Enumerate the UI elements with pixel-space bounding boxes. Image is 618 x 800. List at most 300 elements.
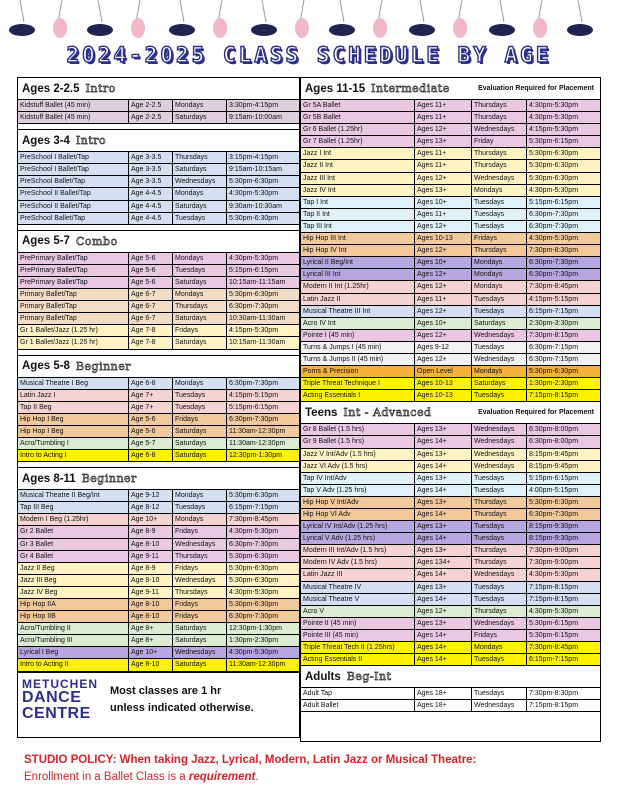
day-cell: Fridays (173, 599, 227, 610)
policy-line-2-end: . (255, 771, 259, 783)
time-cell: 6:30pm-7:30pm (229, 540, 279, 548)
age-range-cell: Age 4-4.5 (129, 201, 173, 212)
schedule-row (301, 342, 600, 354)
class-name-cell: PreSchool II Ballet/Tap (18, 201, 129, 212)
day-cell: Wednesdays (472, 424, 527, 435)
class-name-cell: Latin Jazz II (301, 294, 415, 305)
class-name-cell: Modern II Int (1.25hr) (301, 281, 415, 292)
time-cell: 7:15pm-8:15pm (529, 702, 579, 710)
day-cell: Mondays (472, 269, 527, 280)
time-cell: 6:30pm-7:30pm (229, 415, 279, 423)
day-cell: Thursdays (472, 557, 527, 568)
schedule-row (301, 185, 600, 197)
day-cell: Tuesdays (472, 688, 527, 699)
age-range-cell: Ages 10-13 (415, 233, 472, 244)
section-level: Intermediate (371, 82, 450, 95)
class-name-cell: Acting Essentials I (301, 390, 415, 401)
class-name-cell: Gr 8 Ballet (1.5 hrs) (301, 424, 415, 435)
class-name-cell: Acting Essentials II (301, 654, 415, 665)
day-cell: Thursdays (472, 112, 527, 123)
age-range-cell: Ages 14+ (415, 654, 472, 665)
time-cell: 4:30pm-5:30pm (229, 528, 279, 536)
time-cell: 5:30pm-6:15pm (529, 138, 579, 146)
schedule-row (18, 301, 299, 313)
age-range-cell: Age 6-8 (129, 450, 173, 461)
class-name-cell: Musical Theatre V (301, 594, 415, 605)
time-cell: 6:30pm-7:30pm (229, 303, 279, 311)
class-name-cell: PrePrimary Ballet/Tap (18, 253, 129, 264)
class-name-cell: Lyrical I Beg (18, 647, 129, 658)
age-range-cell: Age 8-10 (129, 659, 173, 670)
class-name-cell: Modern I Beg (1.25hr) (18, 514, 129, 525)
schedule-row (301, 582, 600, 594)
day-cell: Tuesdays (472, 473, 527, 484)
time-cell: 4:30pm-5:30pm (529, 186, 579, 194)
schedule-row (301, 654, 600, 666)
metuchen-dance-centre-logo (18, 678, 106, 722)
time-cell: 7:30pm-8:30pm (529, 247, 579, 255)
day-cell: Thursdays (173, 551, 227, 562)
day-cell: Wednesdays (472, 618, 527, 629)
time-cell: 5:30pm-6:30pm (229, 552, 279, 560)
time-cell: 8:15pm-9:30pm (529, 523, 579, 531)
day-cell: Tuesdays (472, 594, 527, 605)
class-name-cell: Hip Hop IV Int (301, 245, 415, 256)
class-name-cell: Acro IV Int (301, 318, 415, 329)
time-cell: 5:30pm-6:30pm (529, 498, 579, 506)
schedule-row (301, 269, 600, 281)
schedule-row (301, 449, 600, 461)
age-range-cell: Age 2-2.5 (129, 112, 173, 123)
duration-note-line-1: Most classes are 1 hr (110, 685, 222, 698)
day-cell: Tuesdays (472, 221, 527, 232)
policy-line-1: STUDIO POLICY: When taking Jazz, Lyrical, Modern, Latin Jazz or Musical Theatre: (24, 754, 477, 766)
time-cell: 11:30am-12:30pm (229, 439, 286, 447)
class-name-cell: Adult Tap (301, 688, 415, 699)
schedule-row (301, 221, 600, 233)
schedule-row (301, 497, 600, 509)
day-cell: Mondays (173, 378, 227, 389)
age-range-cell: Ages 12+ (415, 124, 472, 135)
section-header-ages-8-11 (18, 468, 299, 490)
class-name-cell: Hip Hop VI Adv (301, 509, 415, 520)
schedule-row (18, 599, 299, 611)
class-name-cell: Tap III Beg (18, 502, 129, 513)
section-level: Int - Advanced (343, 406, 432, 420)
schedule-row (18, 402, 299, 414)
age-range-cell: Ages 14+ (415, 509, 472, 520)
class-name-cell: Gr 1 Ballet/Jazz (1.25 hr) (18, 337, 129, 348)
section-title: Ages 8-11 (22, 472, 76, 485)
age-range-cell: Ages 14+ (415, 594, 472, 605)
time-cell: 3:15pm-4:15pm (229, 154, 279, 162)
day-cell: Tuesdays (472, 521, 527, 532)
day-cell: Mondays (173, 289, 227, 300)
time-cell: 4:30pm-5:30pm (229, 588, 279, 596)
age-range-cell: Ages 13+ (415, 449, 472, 460)
age-range-cell: Ages 12+ (415, 245, 472, 256)
day-cell: Saturdays (173, 450, 227, 461)
section-header-teens (301, 402, 600, 424)
schedule-row (301, 294, 600, 306)
class-name-cell: Intro to Acting II (18, 659, 129, 670)
section-title: Ages 3-4 (22, 134, 70, 147)
schedule-row (18, 490, 299, 502)
section-title: Adults (305, 670, 341, 683)
time-cell: 4:30pm-5:30pm (229, 190, 279, 198)
class-name-cell: Jazz III Int (301, 173, 415, 184)
day-cell: Saturdays (472, 378, 527, 389)
age-range-cell: Ages 12+ (415, 221, 472, 232)
schedule-row (18, 502, 299, 514)
schedule-row (18, 201, 299, 213)
schedule-row (301, 148, 600, 160)
class-name-cell: Pointe III (45 min) (301, 630, 415, 641)
age-range-cell: Ages 10+ (415, 197, 472, 208)
age-range-cell: Age 7-8 (129, 325, 173, 336)
time-cell: 6:15pm-7:15pm (229, 504, 279, 512)
schedule-row (18, 647, 299, 659)
logo-line-2: DANCE (22, 689, 82, 707)
section-header-ages-5-8 (18, 356, 299, 378)
section-level: Intro (75, 134, 107, 148)
age-range-cell: Age 5-6 (129, 277, 173, 288)
schedule-row (301, 461, 600, 473)
day-cell: Thursdays (472, 509, 527, 520)
age-range-cell: Age 7-8 (129, 337, 173, 348)
day-cell: Fridays (173, 526, 227, 537)
age-range-cell: Ages 11+ (415, 294, 472, 305)
day-cell: Tuesdays (472, 390, 527, 401)
age-range-cell: Age 7+ (129, 402, 173, 413)
class-name-cell: Acro V (301, 606, 415, 617)
class-name-cell: Lyrical II Beg/Int (301, 257, 415, 268)
age-range-cell: Ages 14+ (415, 642, 472, 653)
class-name-cell: Hip Hop I Beg (18, 426, 129, 437)
time-cell: 6:30pm-7:30pm (529, 511, 579, 518)
class-name-cell: Tap I Int (301, 197, 415, 208)
day-cell: Tuesdays (472, 306, 527, 317)
day-cell: Thursdays (472, 100, 527, 111)
page-title: 2024-2025 CLASS SCHEDULE BY AGE (66, 43, 552, 67)
time-cell: 12:30pm-1:30pm (229, 452, 282, 460)
schedule-row (301, 245, 600, 257)
day-cell: Thursdays (472, 148, 527, 159)
time-cell: 6:30pm-7:30pm (529, 210, 579, 218)
time-cell: 5:30pm-6:30pm (229, 214, 279, 222)
time-cell: 7:30pm-9:00pm (529, 547, 579, 555)
age-range-cell: Ages 12+ (415, 354, 472, 365)
age-range-cell: Ages 11+ (415, 100, 472, 111)
section-level: Beg-Int (346, 670, 392, 684)
schedule-row (301, 424, 600, 436)
age-range-cell: Ages 12+ (415, 173, 472, 184)
section-title: Teens (305, 406, 338, 419)
schedule-row (301, 124, 600, 136)
schedule-row (18, 213, 299, 225)
age-range-cell: Age 8-9 (129, 526, 173, 537)
day-cell: Tuesdays (472, 485, 527, 496)
time-cell: 7:15pm-8:15pm (529, 583, 579, 591)
day-cell: Mondays (472, 642, 527, 653)
day-cell: Fridays (173, 414, 227, 425)
time-cell: 5:30pm-6:30pm (529, 174, 579, 182)
schedule-row (301, 257, 600, 269)
day-cell: Fridays (472, 233, 527, 244)
day-cell: Saturdays (173, 438, 227, 449)
schedule-row (301, 173, 600, 185)
age-range-cell: Age 3-3.5 (129, 176, 173, 187)
class-name-cell: Tap V Adv (1.25 hrs) (301, 485, 415, 496)
time-cell: 5:30pm-6:30pm (229, 492, 279, 500)
age-range-cell: Age 5-6 (129, 426, 173, 437)
time-cell: 5:30pm-6:30pm (229, 564, 279, 572)
day-cell: Saturdays (173, 635, 227, 646)
time-cell: 4:30pm-5:30pm (529, 235, 579, 243)
class-name-cell: Pointe I (45 min) (301, 330, 415, 341)
day-cell: Saturdays (173, 426, 227, 437)
age-range-cell: Ages 13+ (415, 136, 472, 147)
day-cell: Fridays (173, 563, 227, 574)
age-range-cell: Ages 14+ (415, 630, 472, 641)
schedule-row (18, 526, 299, 538)
time-cell: 6:30pm-8:00pm (529, 426, 579, 434)
day-cell: Saturdays (173, 659, 227, 670)
class-name-cell: Jazz II Beg (18, 563, 129, 574)
age-range-cell: Age 8-10 (129, 611, 173, 622)
day-cell: Thursdays (472, 497, 527, 508)
age-range-cell: Ages 12+ (415, 606, 472, 617)
day-cell: Thursdays (472, 160, 527, 171)
class-name-cell: Hip Hop I Beg (18, 414, 129, 425)
time-cell: 6:15pm-7:15pm (529, 307, 579, 315)
day-cell: Saturdays (173, 164, 227, 175)
age-range-cell: Ages 13+ (415, 185, 472, 196)
time-cell: 6:30pm-7:30pm (529, 271, 579, 279)
schedule-row (18, 390, 299, 402)
schedule-row (301, 390, 600, 402)
time-cell: 9:15am-10:00am (229, 114, 282, 122)
section-note: Evaluation Required for Placement (478, 409, 594, 417)
day-cell: Tuesdays (173, 502, 227, 513)
time-cell: 6:15pm-7:15pm (529, 656, 579, 664)
schedule-row (301, 112, 600, 124)
class-name-cell: Lyrical III Int (301, 269, 415, 280)
day-cell: Mondays (173, 490, 227, 501)
class-name-cell: Musical Theatre III Int (301, 306, 415, 317)
class-name-cell: Triple Threat Technique I (301, 378, 415, 389)
time-cell: 4:30pm-5:30pm (529, 114, 579, 122)
section-level: Beginner (81, 472, 137, 486)
age-range-cell: Ages 13+ (415, 521, 472, 532)
section-header-ages-2-2-5 (18, 78, 299, 100)
schedule-row (18, 100, 299, 112)
class-name-cell: PrePrimary Ballet/Tap (18, 265, 129, 276)
age-range-cell: Age 3-3.5 (129, 152, 173, 163)
class-name-cell: PreSchool II Ballet/Tap (18, 188, 129, 199)
class-name-cell: PreSchool Ballet/Tap (18, 213, 129, 224)
age-range-cell: Age 8-10 (129, 539, 173, 550)
day-cell: Wednesdays (472, 700, 527, 711)
class-name-cell: Poms & Precision (301, 366, 415, 377)
schedule-row (301, 594, 600, 606)
class-name-cell: Acro/Tumbling III (18, 635, 129, 646)
day-cell: Tuesdays (472, 533, 527, 544)
schedule-row (18, 563, 299, 575)
age-range-cell: Age 8-10 (129, 575, 173, 586)
time-cell: 1:30pm-2:30pm (229, 637, 279, 645)
age-range-cell: Ages 10+ (415, 257, 472, 268)
class-name-cell: Musical Theatre II Beg/Int (18, 490, 129, 501)
schedule-row (18, 152, 299, 164)
day-cell: Thursdays (173, 587, 227, 598)
day-cell: Thursdays (173, 152, 227, 163)
class-name-cell: Acro/Tumbling I (18, 438, 129, 449)
time-cell: 4:15pm-5:15pm (529, 295, 579, 303)
time-cell: 5:15pm-6:15pm (229, 266, 279, 274)
class-name-cell: Gr 9 Ballet (1.5 hrs) (301, 436, 415, 447)
day-cell: Tuesdays (173, 390, 227, 401)
time-cell: 4:30pm-5:30pm (529, 607, 579, 615)
schedule-row (301, 436, 600, 448)
time-cell: 5:30pm-6:30pm (529, 150, 579, 158)
time-cell: 11:30am-12:30pm (229, 661, 286, 669)
time-cell: 8:15pm-9:30pm (529, 535, 579, 543)
age-range-cell: Ages 10+ (415, 318, 472, 329)
time-cell: 1:30pm-2:30pm (529, 380, 579, 388)
day-cell: Mondays (173, 188, 227, 199)
day-cell: Wednesdays (472, 461, 527, 472)
time-cell: 3:30pm-4:15pm (229, 102, 279, 109)
time-cell: 11:30am-12:30pm (229, 427, 286, 435)
class-name-cell: PreSchool I Ballet/Tap (18, 164, 129, 175)
time-cell: 5:30pm-6:30pm (529, 162, 579, 170)
day-cell: Saturdays (173, 201, 227, 212)
section-title: Ages 11-15 (305, 82, 366, 95)
section-note: Evaluation Required for Placement (478, 85, 594, 92)
class-name-cell: Turns & Jumps I (45 min) (301, 342, 415, 353)
class-name-cell: Gr 4 Ballet (18, 551, 129, 562)
class-name-cell: Gr 7 Ballet (1.25hr) (301, 136, 415, 147)
class-name-cell: Gr 5B Ballet (301, 112, 415, 123)
day-cell: Saturdays (173, 112, 227, 123)
day-cell: Wednesdays (472, 330, 527, 341)
time-cell: 6:30pm-7:30pm (529, 259, 579, 267)
schedule-row (18, 337, 299, 349)
day-cell: Wednesdays (173, 575, 227, 586)
age-range-cell: Ages 18+ (415, 688, 472, 699)
age-range-cell: Ages 18+ (415, 700, 472, 711)
day-cell: Friday (472, 136, 527, 147)
age-range-cell: Ages 13+ (415, 582, 472, 593)
schedule-row (301, 606, 600, 618)
class-name-cell: Latin Jazz III (301, 569, 415, 580)
time-cell: 12:30pm-1:30pm (229, 625, 282, 633)
age-range-cell: Ages 12+ (415, 281, 472, 292)
time-cell: 7:30pm-8:45pm (529, 283, 579, 291)
schedule-row (18, 438, 299, 450)
age-range-cell: Age 6-8 (129, 378, 173, 389)
schedule-row (18, 414, 299, 426)
right-schedule-column (300, 77, 601, 742)
class-name-cell: Primary Ballet/Tap (18, 301, 129, 312)
age-range-cell: Ages 11+ (415, 160, 472, 171)
age-range-cell: Ages 14+ (415, 436, 472, 447)
section-title: Ages 5-8 (22, 360, 70, 372)
logo-and-note-box (18, 672, 299, 728)
schedule-row (18, 378, 299, 390)
class-name-cell: Tap III Int (301, 221, 415, 232)
time-cell: 10:15am-11:30am (229, 339, 286, 347)
day-cell: Fridays (173, 325, 227, 336)
schedule-row (18, 313, 299, 325)
day-cell: Wednesdays (173, 176, 227, 187)
day-cell: Mondays (472, 185, 527, 196)
age-range-cell: Age 5-6 (129, 265, 173, 276)
schedule-row (18, 325, 299, 337)
class-name-cell: Kidstuff Ballet (45 min) (18, 112, 129, 123)
section-header-ages-5-7 (18, 231, 299, 253)
age-range-cell: Ages 9-12 (415, 342, 472, 353)
time-cell: 6:30pm-8:00pm (529, 438, 579, 446)
studio-policy (24, 752, 604, 786)
schedule-row (18, 164, 299, 176)
age-range-cell: Ages 13+ (415, 473, 472, 484)
schedule-row (18, 176, 299, 188)
age-range-cell: Ages 13+ (415, 545, 472, 556)
class-name-cell: Latin Jazz I (18, 390, 129, 401)
schedule-row (301, 281, 600, 293)
age-range-cell: Ages 12+ (415, 269, 472, 280)
schedule-row (301, 485, 600, 497)
class-name-cell: Jazz IV Int (301, 185, 415, 196)
class-name-cell: PrePrimary Ballet/Tap (18, 277, 129, 288)
class-name-cell: Musical Theatre IV (301, 582, 415, 593)
day-cell: Wednesdays (472, 124, 527, 135)
class-name-cell: Tap II Int (301, 209, 415, 220)
time-cell: 8:15pm-9:45pm (529, 450, 579, 458)
age-range-cell: Ages 10-13 (415, 390, 472, 401)
time-cell: 7:30pm-8:45pm (529, 644, 579, 652)
schedule-row (301, 378, 600, 390)
schedule-row (18, 277, 299, 289)
age-range-cell: Age 5-6 (129, 253, 173, 264)
schedule-row (301, 557, 600, 569)
class-name-cell: Musical Theatre I Beg (18, 378, 129, 389)
day-cell: Mondays (472, 366, 527, 377)
age-range-cell: Ages 13+ (415, 618, 472, 629)
time-cell: 6:30pm-7:30pm (229, 379, 279, 387)
day-cell: Thursdays (472, 245, 527, 256)
schedule-row (301, 533, 600, 545)
age-range-cell: Ages 14+ (415, 485, 472, 496)
class-name-cell: Jazz III Beg (18, 575, 129, 586)
age-range-cell: Ages 134+ (415, 557, 472, 568)
day-cell: Wednesdays (472, 436, 527, 447)
age-range-cell: Ages 14+ (415, 569, 472, 580)
day-cell: Wednesdays (472, 354, 527, 365)
class-name-cell: Jazz IV Beg (18, 587, 129, 598)
schedule-row (301, 306, 600, 318)
schedule-row (301, 700, 600, 712)
duration-note-line-2: unless indicated otherwise. (110, 702, 254, 715)
time-cell: 7:30pm-9:00pm (529, 559, 579, 567)
schedule-row (18, 426, 299, 438)
day-cell: Tuesdays (173, 213, 227, 224)
time-cell: 4:30pm-5:30pm (529, 102, 579, 109)
schedule-row (18, 575, 299, 587)
class-name-cell: Lyrical IV Int/Adv (1.25 hrs) (301, 521, 415, 532)
